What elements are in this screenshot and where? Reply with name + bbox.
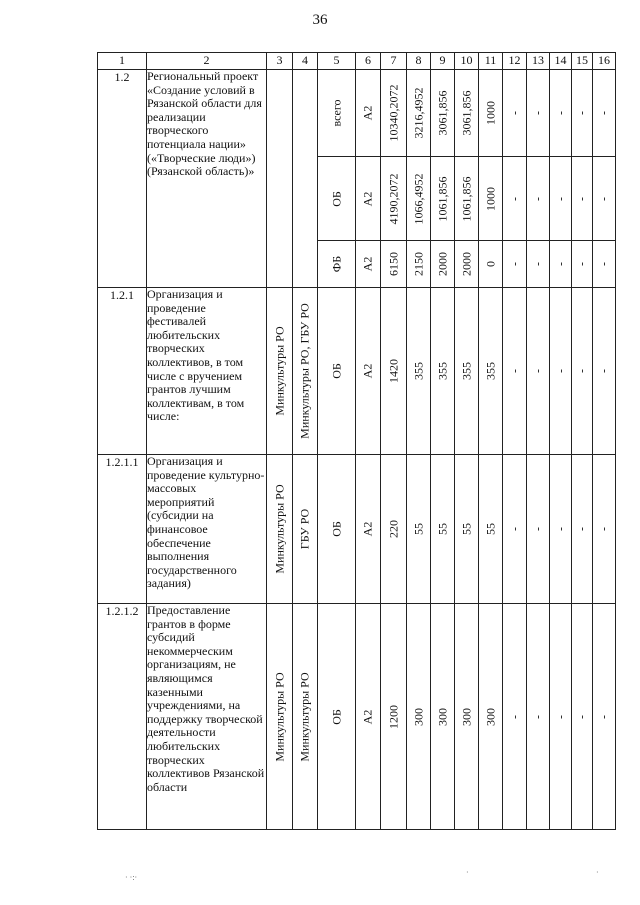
finance-source: всего [318,70,356,157]
col-header: 1 [98,53,147,70]
col-14: - [550,241,572,288]
year-3: 1061,856 [455,157,479,241]
year-3: 55 [455,455,479,604]
total: 220 [381,455,407,604]
executor-cell: Минкультуры РО [293,604,318,830]
col-13: - [527,288,550,455]
col-15: - [572,455,593,604]
year-4: 300 [479,604,503,830]
year-3: 355 [455,288,479,455]
scan-noise: · ·:⁠· [125,873,138,882]
col-12: - [503,157,527,241]
code: А2 [356,604,381,830]
row-name: Предоставление грантов в форме субсидий некоммерческим организациям, не являющимся казенными учреждениями, на поддержку творческой деятельности любительских творческих коллективов Рязанской области [147,604,267,830]
year-2: 1061,856 [431,157,455,241]
col-14: - [550,70,572,157]
code: А2 [356,455,381,604]
col-16: - [593,455,616,604]
finance-source: ОБ [318,455,356,604]
scan-noise: · [466,868,469,877]
year-1: 1066,4952 [407,157,431,241]
col-header: 9 [431,53,455,70]
year-1: 355 [407,288,431,455]
total: 4190,2072 [381,157,407,241]
total: 1420 [381,288,407,455]
col-12: - [503,70,527,157]
finance-source: ОБ [318,288,356,455]
col-14: - [550,455,572,604]
col-16: - [593,70,616,157]
col-13: - [527,455,550,604]
col-15: - [572,604,593,830]
year-3: 300 [455,604,479,830]
responsible-cell: Минкультуры РО [267,604,293,830]
year-4: 1000 [479,157,503,241]
total: 1200 [381,604,407,830]
col-16: - [593,288,616,455]
year-1: 300 [407,604,431,830]
page-number: 36 [312,12,328,28]
total: 6150 [381,241,407,288]
col-12: - [503,455,527,604]
col-13: - [527,241,550,288]
col-header: 7 [381,53,407,70]
finance-source: ОБ [318,157,356,241]
executor-cell: Минкультуры РО, ГБУ РО [293,288,318,455]
col-header: 12 [503,53,527,70]
row-name: Организация и проведение фестивалей любительских творческих коллективов, в том числе с вручением грантов лучшим коллективам, в том числе: [147,288,267,455]
table-row [98,604,616,830]
year-4: 0 [479,241,503,288]
year-4: 55 [479,455,503,604]
executor-cell [293,70,318,288]
code: А2 [356,241,381,288]
finance-source: ФБ [318,241,356,288]
col-header: 2 [147,53,267,70]
year-1: 55 [407,455,431,604]
code: А2 [356,157,381,241]
col-16: - [593,241,616,288]
col-header: 8 [407,53,431,70]
finance-source: ОБ [318,604,356,830]
col-14: - [550,288,572,455]
year-4: 1000 [479,70,503,157]
col-14: - [550,604,572,830]
col-header: 11 [479,53,503,70]
col-16: - [593,604,616,830]
row-number: 1.2.1 [98,288,147,455]
col-15: - [572,241,593,288]
row-number: 1.2 [98,70,147,288]
row-number: 1.2.1.1 [98,455,147,604]
row-name: Организация и проведение культурно-массовых мероприятий (субсидии на финансовое обеспечение выполнения государственного задания) [147,455,267,604]
col-12: - [503,241,527,288]
col-header: 6 [356,53,381,70]
row-number: 1.2.1.2 [98,604,147,830]
col-12: - [503,288,527,455]
program-table [97,52,616,830]
table-row [98,70,616,157]
responsible-cell: Минкультуры РО [267,288,293,455]
year-1: 3216,4952 [407,70,431,157]
row-name: Региональный проект «Создание условий в Рязанской области для реализации творческого потенциала нации» («Творческие люди») (Рязанской область)» [147,70,267,288]
year-2: 300 [431,604,455,830]
year-2: 355 [431,288,455,455]
col-12: - [503,604,527,830]
col-15: - [572,157,593,241]
table-row [98,455,616,604]
year-4: 355 [479,288,503,455]
responsible-cell: Минкультуры РО [267,455,293,604]
col-13: - [527,157,550,241]
col-header: 5 [318,53,356,70]
col-14: - [550,157,572,241]
col-15: - [572,288,593,455]
total: 10340,2072 [381,70,407,157]
table-row [98,288,616,455]
header-row [98,53,616,70]
code: А2 [356,288,381,455]
scan-noise: · [596,868,599,877]
col-13: - [527,70,550,157]
col-13: - [527,604,550,830]
year-2: 3061,856 [431,70,455,157]
code: А2 [356,70,381,157]
col-15: - [572,70,593,157]
col-header: 15 [572,53,593,70]
col-header: 16 [593,53,616,70]
col-header: 4 [293,53,318,70]
col-header: 13 [527,53,550,70]
year-3: 2000 [455,241,479,288]
executor-cell: ГБУ РО [293,455,318,604]
col-header: 14 [550,53,572,70]
col-header: 10 [455,53,479,70]
year-3: 3061,856 [455,70,479,157]
col-16: - [593,157,616,241]
col-header: 3 [267,53,293,70]
year-1: 2150 [407,241,431,288]
year-2: 2000 [431,241,455,288]
year-2: 55 [431,455,455,604]
responsible-cell [267,70,293,288]
